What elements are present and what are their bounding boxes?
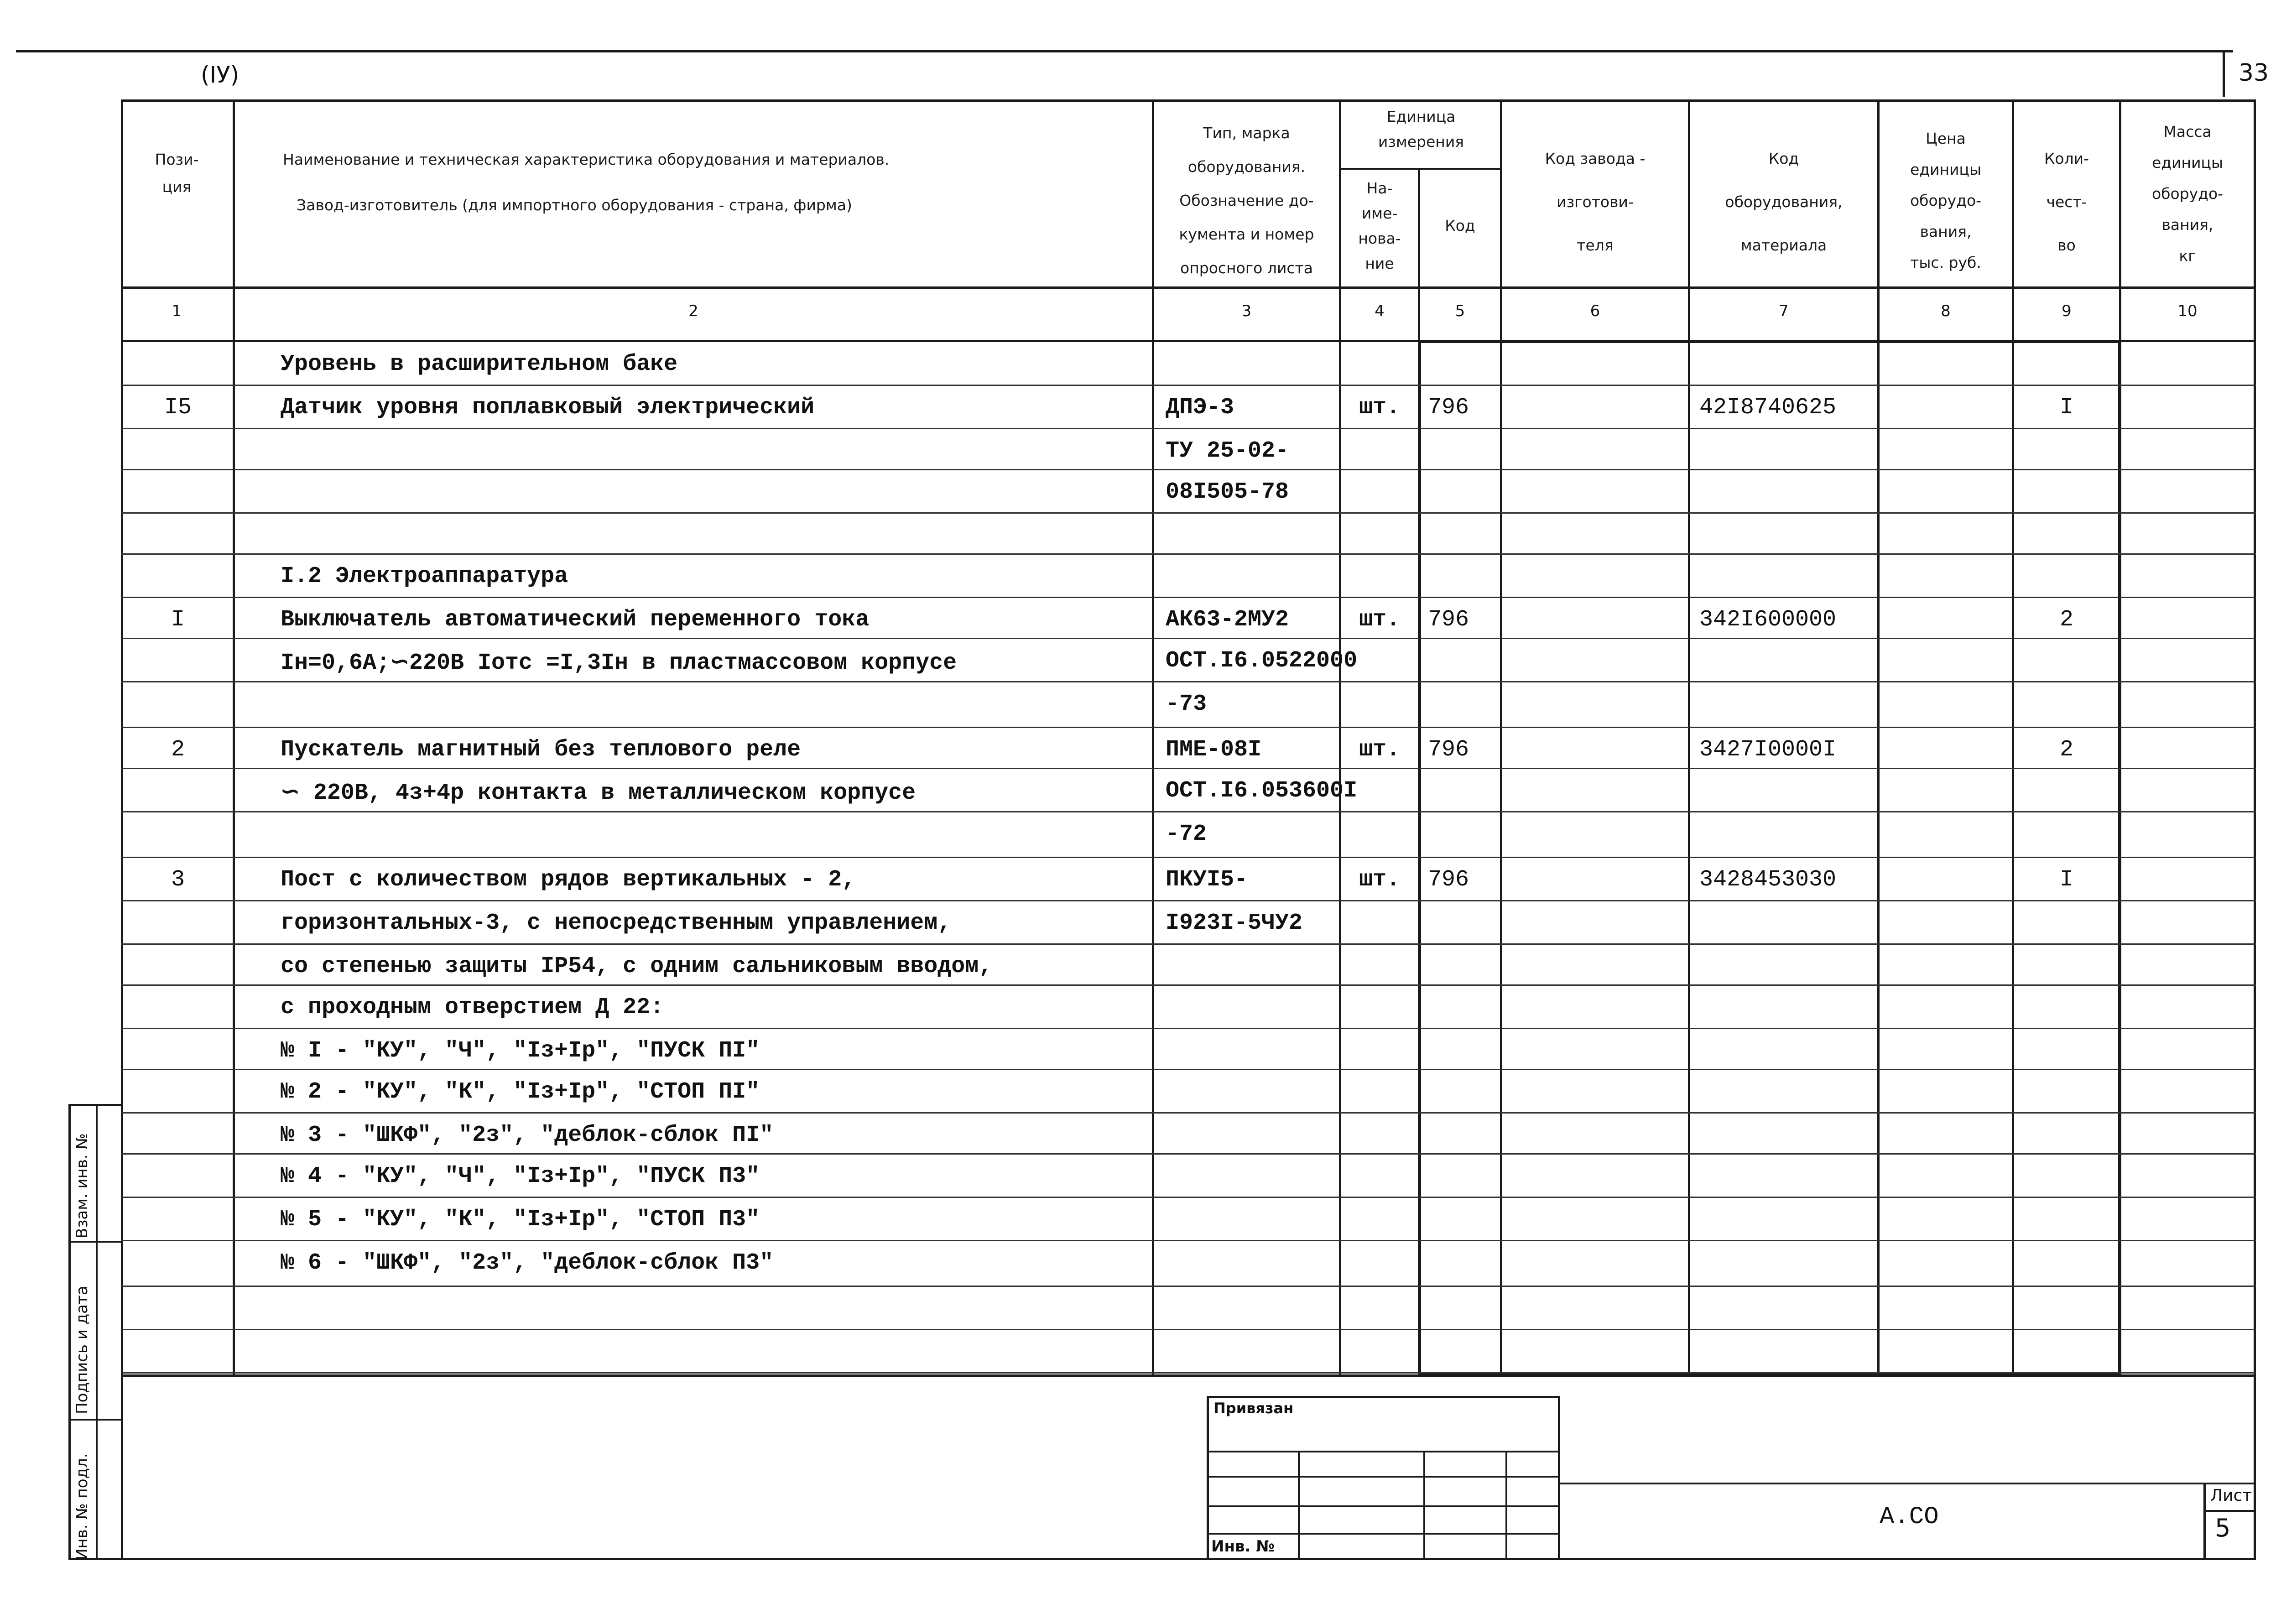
cell-mcode: 342I600000 bbox=[1699, 607, 1837, 633]
side-stamp-inner-line bbox=[96, 1104, 98, 1560]
row-line bbox=[121, 385, 2256, 386]
cell-qty: 2 bbox=[2059, 737, 2073, 763]
cell-code: 796 bbox=[1428, 607, 1469, 633]
col-line-2 bbox=[1152, 100, 1154, 1375]
header-factory-code: Код завода - изготови- теля bbox=[1545, 150, 1646, 254]
page-number: 33 bbox=[2238, 59, 2269, 87]
row-line bbox=[121, 469, 2256, 470]
header-name-line2: Завод-изготовитель (для импортного оборудования - страна, фирма) bbox=[297, 196, 852, 214]
header-unit-group: Единица измерения bbox=[1378, 108, 1464, 151]
cell-name: со степенью защиты IP54, с одним сальниковым вводом, bbox=[281, 953, 993, 979]
col-number-3: 3 bbox=[1241, 302, 1252, 320]
col-number-7: 7 bbox=[1779, 302, 1789, 320]
unit-group-line bbox=[1339, 168, 1502, 170]
inv-no-label: Инв. № bbox=[1211, 1537, 1275, 1556]
header-mass: Масса единицы оборудо- вания, кг bbox=[2151, 123, 2224, 265]
cell-type: ПМЕ-08I bbox=[1166, 737, 1262, 763]
col-number-4: 4 bbox=[1375, 302, 1385, 320]
cell-qty: 2 bbox=[2059, 607, 2073, 633]
row-line bbox=[121, 943, 2256, 945]
row-line bbox=[121, 857, 2256, 858]
cell-qty: I bbox=[2059, 867, 2073, 893]
privyazan-col-3 bbox=[1505, 1451, 1507, 1560]
row-line bbox=[121, 1197, 2256, 1198]
cell-type: -72 bbox=[1166, 821, 1207, 847]
col-number-2: 2 bbox=[688, 302, 698, 320]
col-number-10: 10 bbox=[2177, 302, 2198, 320]
row-line bbox=[121, 1329, 2256, 1330]
corner-code: (IУ) bbox=[201, 62, 240, 88]
cell-name: Выключатель автоматический переменного тока bbox=[281, 607, 870, 633]
title-block-frame bbox=[121, 1373, 2256, 1560]
row-line bbox=[121, 1153, 2256, 1155]
cell-mcode: 3427I0000I bbox=[1699, 737, 1837, 763]
privyazan-label: Привязан bbox=[1213, 1400, 1294, 1417]
header-position: Пози- ция bbox=[155, 151, 199, 196]
header-price: Цена единицы оборудо- вания, тыс. руб. bbox=[1910, 130, 1982, 271]
cell-name: № 3 - "ШКФ", "2з", "деблок-сблок ПI" bbox=[281, 1122, 774, 1148]
cell-name: Пускатель магнитный без теплового реле bbox=[281, 737, 801, 763]
cell-type: АК63-2МУ2 bbox=[1166, 607, 1289, 633]
cell-name: № 5 - "КУ", "К", "Iз+Iр", "СТОП П3" bbox=[281, 1207, 760, 1233]
row-line bbox=[121, 597, 2256, 598]
cell-unit: шт. bbox=[1359, 737, 1400, 763]
cell-unit: шт. bbox=[1359, 607, 1400, 633]
header-unit-code: Код bbox=[1445, 217, 1475, 234]
header-equipment-code: Код оборудования, материала bbox=[1725, 150, 1843, 254]
privyazan-col-2 bbox=[1423, 1451, 1425, 1560]
row-line bbox=[121, 638, 2256, 639]
sheet-label: Лист bbox=[2210, 1486, 2252, 1505]
cell-name: Датчик уровня поплавковый электрический bbox=[281, 395, 815, 421]
cell-name: Пост с количеством рядов вертикальных - 2, bbox=[281, 867, 856, 893]
row-line bbox=[121, 900, 2256, 901]
row-line bbox=[121, 768, 2256, 769]
cell-name: № 2 - "КУ", "К", "Iз+Iр", "СТОП ПI" bbox=[281, 1079, 760, 1105]
side-label-vzam: Взам. инв. № bbox=[73, 1133, 91, 1239]
row-line bbox=[121, 512, 2256, 514]
cell-type: ТУ 25-02- bbox=[1166, 438, 1289, 464]
cell-name: ∽ 220В, 4з+4р контакта в металлическом корпусе bbox=[281, 780, 916, 806]
cell-mcode: 3428453030 bbox=[1699, 867, 1837, 893]
col-number-9: 9 bbox=[2062, 302, 2072, 320]
cell-pos: 2 bbox=[171, 737, 185, 763]
row-line bbox=[121, 1240, 2256, 1241]
cell-code: 796 bbox=[1428, 395, 1469, 421]
cell-qty: I bbox=[2059, 395, 2073, 421]
header-type: Тип, марка оборудования. Обозначение до- кумента и номер опросного листа bbox=[1179, 124, 1314, 277]
cell-name: I.2 Электроаппаратура bbox=[281, 563, 568, 589]
row-line bbox=[121, 1028, 2256, 1029]
cell-pos: I bbox=[171, 607, 185, 633]
colnum-bottom-line bbox=[121, 340, 2256, 342]
row-line bbox=[121, 1286, 2256, 1287]
cell-code: 796 bbox=[1428, 867, 1469, 893]
cell-pos: I5 bbox=[164, 395, 192, 421]
row-line bbox=[121, 553, 2256, 555]
cell-mcode: 42I8740625 bbox=[1699, 395, 1837, 421]
title-block-mid-line bbox=[1560, 1483, 2256, 1484]
row-line bbox=[121, 984, 2256, 986]
sheet-number: 5 bbox=[2215, 1514, 2231, 1542]
sheet-box-line bbox=[2203, 1510, 2256, 1512]
cell-pos: 3 bbox=[171, 867, 185, 893]
frame-top-line bbox=[16, 50, 2233, 52]
header-unit-name: На- име- нова- ние bbox=[1358, 179, 1401, 272]
side-label-inv-podl: Инв. № подл. bbox=[73, 1453, 91, 1560]
cell-name: № I - "КУ", "Ч", "Iз+Iр", "ПУСК ПI" bbox=[281, 1038, 760, 1064]
row-line bbox=[121, 727, 2256, 728]
cell-name: Ін=0,6А;∽220В Іотс =I,3Ін в пластмассовом корпусе bbox=[281, 650, 957, 676]
cell-name: № 4 - "КУ", "Ч", "Iз+Iр", "ПУСК П3" bbox=[281, 1163, 760, 1189]
header-name-line1: Наименование и техническая характеристика оборудования и материалов. bbox=[283, 151, 890, 168]
side-stamp-div-1 bbox=[68, 1241, 123, 1243]
col-number-1: 1 bbox=[172, 302, 182, 320]
cell-unit: шт. bbox=[1359, 395, 1400, 421]
cell-name: горизонтальных-3, с непосредственным управлением, bbox=[281, 910, 952, 936]
row-line bbox=[121, 811, 2256, 812]
cell-type: -73 bbox=[1166, 691, 1207, 717]
cell-type: 08I505-78 bbox=[1166, 479, 1289, 505]
side-label-podpis: Подпись и дата bbox=[73, 1286, 91, 1414]
col-number-5: 5 bbox=[1455, 302, 1465, 320]
row-line bbox=[121, 1069, 2256, 1070]
cell-name: с проходным отверстием Д 22: bbox=[281, 994, 664, 1020]
cell-name: № 6 - "ШКФ", "2з", "деблок-сблок П3" bbox=[281, 1250, 774, 1276]
privyazan-col-1 bbox=[1298, 1451, 1300, 1560]
cell-type: I923I-5ЧУ2 bbox=[1166, 910, 1303, 936]
cell-type: ОСТ.I6.053600I bbox=[1166, 778, 1358, 804]
col-number-8: 8 bbox=[1941, 302, 1951, 320]
cell-name: Уровень в расширительном баке bbox=[281, 351, 678, 377]
cell-type: ПКУI5- bbox=[1166, 867, 1248, 893]
side-stamp-div-2 bbox=[68, 1419, 123, 1421]
col-line-1 bbox=[233, 100, 235, 1375]
cell-code: 796 bbox=[1428, 737, 1469, 763]
row-line bbox=[121, 681, 2256, 682]
header-bottom-line bbox=[121, 286, 2256, 289]
doc-code: А.СО bbox=[1880, 1503, 1939, 1531]
col-number-6: 6 bbox=[1590, 302, 1600, 320]
row-line bbox=[121, 428, 2256, 429]
cell-unit: шт. bbox=[1359, 867, 1400, 893]
row-line bbox=[121, 1112, 2256, 1114]
header-quantity: Коли- чест- во bbox=[2044, 150, 2089, 254]
cell-type: ОСТ.I6.0522000 bbox=[1166, 648, 1358, 674]
cell-type: ДПЭ-3 bbox=[1166, 395, 1234, 421]
